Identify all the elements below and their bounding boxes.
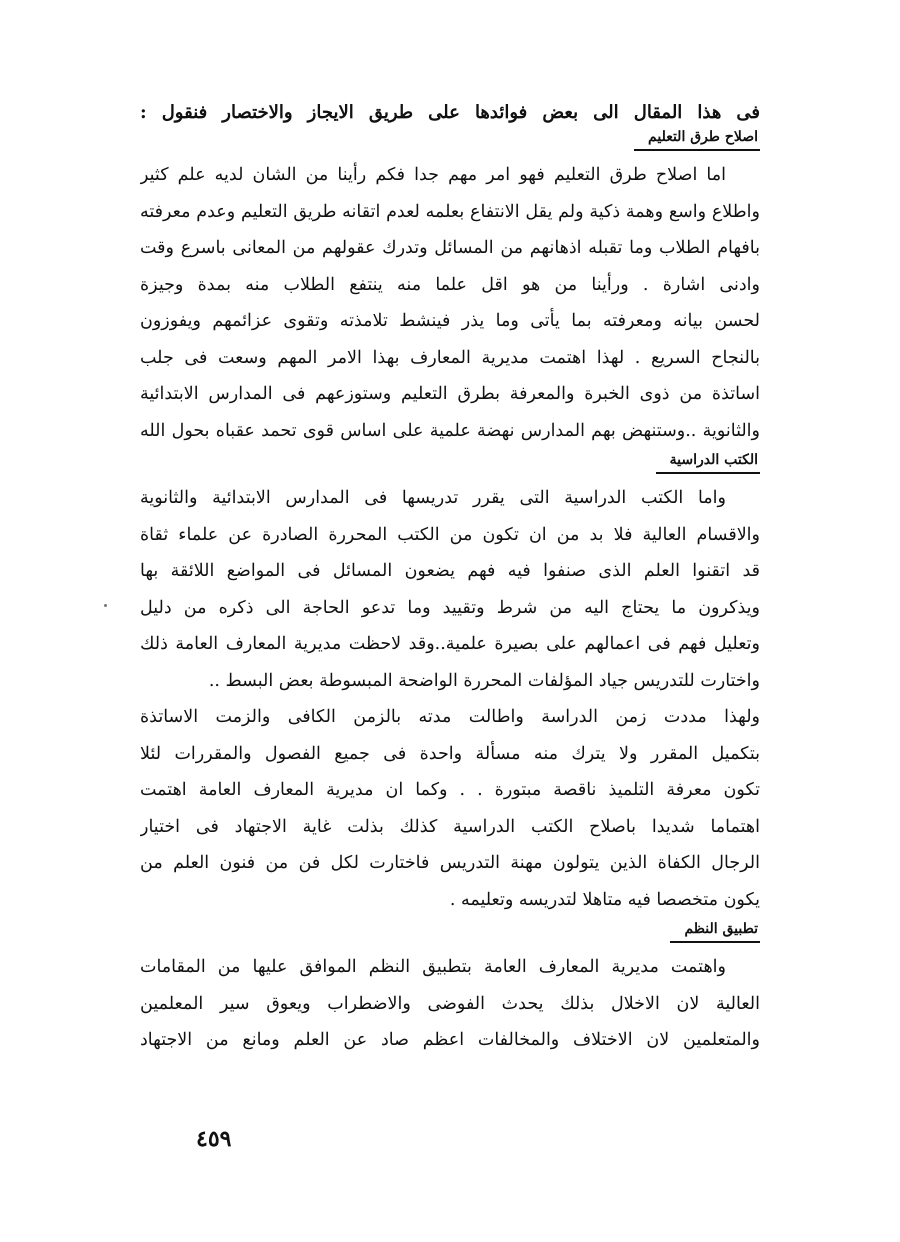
margin-speck [104, 604, 107, 607]
paragraph-line: واختارت للتدريس جياد المؤلفات المحررة الواضحة المبسوطة بعض البسط .. [208, 670, 760, 691]
paragraph-line: ولهذا مددت زمن الدراسة واطالت مدته بالزمن الكافى والزمت الاساتذة [140, 707, 760, 727]
section-heading: الكتب الدراسية [656, 450, 760, 474]
paragraph-line: وتعليل فهم فى اعمالهم على بصيرة علمية..وقد لاحظت مديرية المعارف العامة ذلك [140, 634, 760, 654]
section-textbooks [140, 449, 760, 918]
section-paragraph [140, 949, 760, 1059]
section-paragraph [140, 480, 760, 918]
intro-line: فى هذا المقال الى بعض فوائدها على طريق الايجاز والاختصار فنقول : [140, 102, 760, 123]
paragraph-line: اساتذة من ذوى الخبرة والمعرفة بطرق التعليم وستوزعهم فى المدارس الابتدائية [140, 384, 760, 404]
paragraph-line: وادنى اشارة . ورأينا من هو اقل علما منه ينتفع الطلاب منه بمدة وجيزة [140, 274, 760, 295]
section-heading-wrap [140, 126, 760, 151]
section-heading-wrap [140, 918, 760, 943]
paragraph-line: ويذكرون ما يحتاج اليه من شرط وتقييد وما تدعو الحاجة الى ذكره من دليل [140, 597, 760, 618]
paragraph-line: والاقسام العالية فلا بد من ان تكون من الكتب المحررة الصادرة عن علماء ثقاة [140, 524, 760, 545]
paragraph-line: واهتمت مديرية المعارف العامة بتطبيق النظم الموافق عليها من المقامات [140, 957, 726, 977]
paragraph-line: يكون متخصصا فيه متاهلا لتدريسه وتعليمه . [449, 889, 760, 910]
section-applying-regulations [140, 918, 760, 1059]
page-number: ٤٥٩ [196, 1126, 232, 1152]
paragraph-line: واما الكتب الدراسية التى يقرر تدريسها فى المدارس الابتدائية والثانوية [140, 488, 726, 508]
paragraph-line: اما اصلاح طرق التعليم فهو امر مهم جدا فكم رأينا من الشان لديه علم كثير [140, 165, 726, 185]
paragraph-line: والمتعلمين لان الاختلاف والمخالفات اعظم صاد عن العلم ومانع من الاجتهاد [140, 1030, 760, 1050]
section-heading: تطبيق النظم [670, 919, 760, 943]
paragraph-line: بتكميل المقرر ولا يترك منه مسألة واحدة فى جميع الفصول والمقررات لئلا [140, 743, 760, 764]
paragraph-line: اهتماما شديدا باصلاح الكتب الدراسية كذلك بذلت غاية الاجتهاد فى اختيار [140, 816, 760, 837]
section-heading-wrap [140, 449, 760, 474]
section-teaching-methods [140, 126, 760, 449]
paragraph-line: واطلاع واسع وهمة ذكية ولم يقل الانتفاع بعلمه لعدم اتقانه طريق التعليم وعدم معرفته [140, 201, 760, 222]
paragraph-line: بافهام الطلاب وما تقبله اذهانهم من المسائل وتدرك عقولهم من المعانى باسرع وقت [140, 238, 760, 258]
section-heading: اصلاح طرق التعليم [634, 127, 760, 151]
section-paragraph [140, 157, 760, 449]
paragraph-line: قد اتقنوا العلم الذى صنفوا فيه فهم يضعون المسائل فى المواضع اللائقة بها [140, 561, 760, 581]
paragraph-line: والثانوية ..وستنهض بهم المدارس نهضة علمية على اساس قوى تحمد عقباه بحول الله [140, 420, 760, 441]
paragraph-line: الرجال الكفاة الذين يتولون مهنة التدريس فاختارت لكل فن من فنون العلم من [140, 853, 760, 873]
paragraph-line: العالية لان الاخلال بذلك يحدث الفوضى والاضطراب ويعوق سير المعلمين [140, 993, 760, 1014]
paragraph-line: لحسن بيانه ومعرفته بما يأتى وما يذر فينشط تلامذته وتقوى عزائمهم ويفوزون [140, 311, 760, 331]
document-page [140, 100, 760, 1059]
paragraph-line: بالنجاح السريع . لهذا اهتمت مديرية المعارف بهذا الامر المهم وسعت فى جلب [140, 347, 760, 368]
paragraph-line: تكون معرفة التلميذ ناقصة مبتورة . . وكما ان مديرية المعارف العامة اهتمت [140, 780, 760, 800]
